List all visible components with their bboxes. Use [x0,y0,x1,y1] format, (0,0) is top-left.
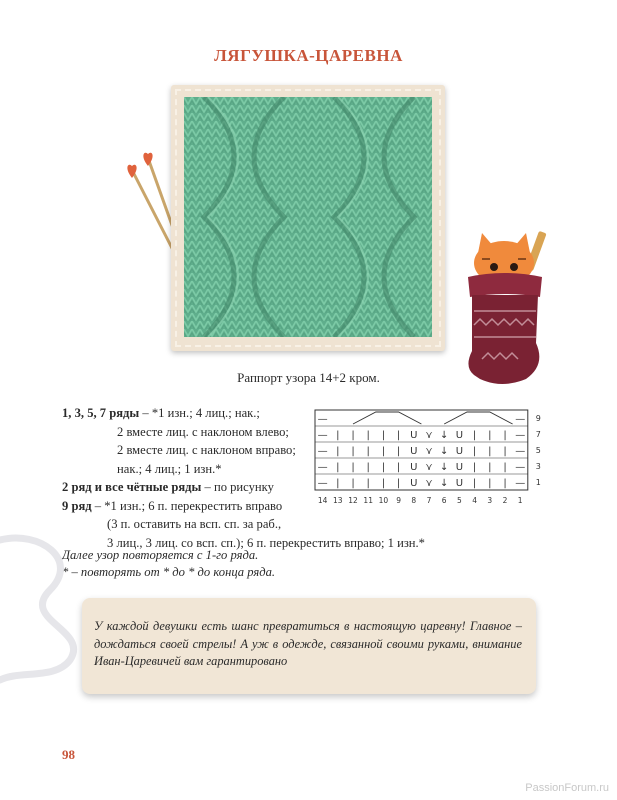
instruction-text: – *1 изн.; 6 п. перекрестить вправо [91,498,283,513]
chart-symbol: | [336,478,340,489]
pattern-photo-frame [171,85,445,351]
chart-row-number: 7 [535,430,541,439]
chart-column-number: 5 [457,496,462,505]
chart-symbol: — [317,462,328,473]
chart-symbol: ⋎ [425,478,433,489]
chart-column-number: 4 [472,496,477,505]
chart-symbol: | [396,462,401,473]
chart-symbol: ⋎ [425,430,433,441]
chart-symbol: U [455,430,464,441]
chart-symbol: U [410,430,418,441]
chart-symbol: | [472,478,477,489]
instruction-label: 1, 3, 5, 7 ряды [62,406,140,420]
chart-column-number: 6 [441,496,447,505]
chart-column-number: 3 [487,496,493,505]
chart-symbol: | [336,462,340,473]
chart-symbol: — [317,414,328,425]
chart-symbol: | [381,446,386,457]
instruction-row-2 [62,478,312,497]
tip-box [82,598,536,694]
chart-symbol: | [381,430,386,441]
chart-symbol: | [366,446,370,457]
chart-symbol: | [488,462,492,473]
note-asterisk: * – повторять от * до * до конца ряда. [62,565,276,579]
instruction-line: нак.; 4 лиц.; 1 изн.* [117,461,222,476]
chart-symbol: — [515,446,526,457]
chart-symbol: | [488,478,492,489]
chart-symbol: | [366,478,370,489]
chart-symbol: | [351,430,355,441]
chart-column-number: 10 [378,496,389,505]
chart-symbol: | [396,430,401,441]
chart-symbol: U [410,462,418,473]
chart-column-number: 11 [363,496,373,505]
chart-symbol: | [351,462,355,473]
chart-row-number: 3 [535,462,541,471]
chart-symbol: | [503,430,507,441]
tip-text: У каждой девушки есть шанс превратиться в настоящую царевну! Главное – дождаться своей стрелы! А уж в одежде, связанной своими руками, внимание Иван-Царевичей вам гарантировано [94,619,522,668]
chart-column-number: 12 [348,496,358,505]
chart-symbol: | [396,446,401,457]
chart-symbol: | [503,446,507,457]
instruction-row-1 [62,404,312,423]
knitted-pattern-photo [184,97,432,337]
chart-column-number: 8 [411,496,417,505]
chart-symbol: | [472,446,477,457]
instruction-label: 2 ряд и все чётные ряды [62,480,202,494]
instruction-line: 3 лиц., 3 лиц. со всп. сп.); 6 п. перекрестить вправо; 1 изн.* [107,535,425,550]
chart-symbol: ⋎ [425,462,433,473]
chart-symbol: | [381,478,386,489]
chart-column-number: 1 [517,496,523,505]
chart-symbol: — [317,446,328,457]
chart-row-number: 9 [535,414,541,423]
chart-symbol: | [488,430,492,441]
chart-symbol: | [396,478,401,489]
page-number: 98 [62,747,75,762]
chart-row-number: 5 [535,446,541,455]
chart-row-number: 1 [535,478,541,487]
chart-symbol: | [351,446,355,457]
chart-symbol: ↓ [440,462,449,473]
rapport-caption: Раппорт узора 14+2 кром. [237,370,380,385]
chart-symbol: — [515,414,526,425]
chart-symbol: — [515,478,526,489]
chart-symbol: ↓ [440,478,449,489]
chart-symbol: | [351,478,355,489]
chart-column-number: 9 [396,496,401,505]
chart-symbol: — [317,478,328,489]
chart-column-number: 14 [317,496,328,505]
chart-symbol: | [503,478,507,489]
chart-symbol: ↓ [440,430,449,441]
chart-symbol: | [381,462,386,473]
chart-symbol: | [472,462,477,473]
chart-symbol: | [336,446,340,457]
instruction-row-9 [62,497,312,516]
chart-column-number: 2 [502,496,508,505]
chart-symbol: | [336,430,340,441]
instruction-line: (3 п. оставить на всп. сп. за раб., [107,517,282,531]
chart-symbol: U [455,478,464,489]
chart-symbol: | [366,430,370,441]
instruction-label: 9 ряд [62,498,92,513]
chart-symbol: | [366,462,370,473]
chart-symbol: ⋎ [425,446,433,457]
page-title: ЛЯГУШКА-ЦАРЕВНА [214,46,403,65]
chart-symbol: — [317,430,328,441]
note-repeat: Далее узор повторяется с 1-го ряда. [62,548,259,562]
knitting-chart [313,406,543,511]
chart-grid-border [315,410,528,490]
instruction-line: 2 вместе лиц. с наклоном влево; [117,424,289,439]
site-watermark: PassionForum.ru [525,782,609,794]
chart-symbol: | [503,462,507,473]
chart-symbol: | [488,446,492,457]
chart-symbol: ↓ [440,446,449,457]
chart-symbol: — [515,462,526,473]
instruction-line: 2 вместе лиц. с наклоном вправо; [117,443,296,457]
chart-column-number: 7 [426,496,432,505]
chart-symbol: | [472,430,477,441]
chart-symbol: U [410,478,418,489]
chart-column-number: 13 [333,496,343,505]
chart-symbol: U [455,462,464,473]
sock-with-cat-illustration [462,225,557,390]
chart-symbol: — [515,430,526,441]
instruction-text: – по рисунку [201,480,274,494]
chart-symbol: U [455,446,464,457]
chart-symbol: U [410,446,418,457]
instruction-text: – *1 изн.; 4 лиц.; нак.; [139,406,260,420]
